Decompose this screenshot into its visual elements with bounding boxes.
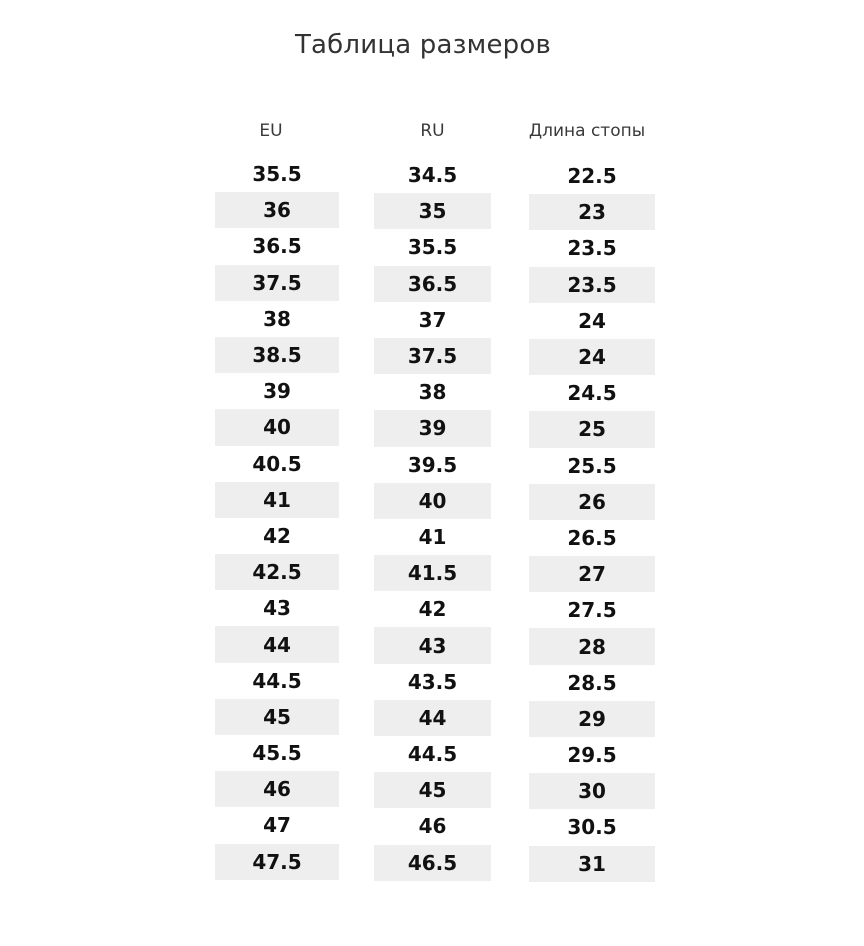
table-cell: 26.5 [567,525,617,550]
foot-length-column-header: Длина стопы [528,121,646,141]
table-cell: 44 [215,626,339,662]
table-cell: 44.5 [407,742,458,767]
table-cell: 29 [529,701,655,737]
table-cell: 41 [418,524,447,549]
ru-column-header: RU [420,121,445,141]
table-cell: 24 [529,339,655,375]
table-cell: 40.5 [252,451,302,476]
table-cell: 35 [374,193,491,229]
table-cell: 23.5 [529,267,655,303]
table-cell: 36 [215,192,339,228]
table-cell: 45 [215,699,339,735]
table-cell: 40 [374,483,491,519]
table-cell: 38 [263,306,291,331]
table-cell: 38 [418,380,447,405]
table-cell: 41.5 [374,555,491,591]
table-cell: 38.5 [215,337,339,373]
table-cell: 42 [263,523,291,548]
table-cell: 40 [215,409,339,445]
page-title: Таблица размеров [294,30,552,60]
eu-cells [215,156,339,880]
table-cell: 42.5 [215,554,339,590]
table-cell: 27 [529,556,655,592]
table-cell: 26 [529,484,655,520]
table-cell: 36.5 [252,234,302,259]
table-cell: 41 [215,482,339,518]
table-cell: 44 [374,700,491,736]
table-cell: 42 [418,597,447,622]
table-cell: 37.5 [374,338,491,374]
table-cell: 22.5 [567,164,617,189]
table-cell: 46 [418,814,447,839]
table-cell: 39 [374,410,491,446]
table-cell: 28 [529,628,655,664]
table-cell: 39 [263,379,291,404]
table-cell: 31 [529,846,655,882]
ru-cells [374,157,491,881]
table-cell: 43 [263,596,291,621]
table-cell: 39.5 [407,452,458,477]
table-cell: 30 [529,773,655,809]
table-cell: 36.5 [374,266,491,302]
table-cell: 46 [215,771,339,807]
table-cell: 23 [529,194,655,230]
table-cell: 47 [263,813,291,838]
foot-length-cells [529,158,655,882]
table-cell: 34.5 [407,163,458,188]
table-cell: 35.5 [407,235,458,260]
table-cell: 24 [578,308,606,333]
table-cell: 37.5 [215,265,339,301]
table-cell: 43 [374,627,491,663]
table-cell: 24.5 [567,381,617,406]
table-cell: 45.5 [252,741,302,766]
table-cell: 37 [418,307,447,332]
table-cell: 30.5 [567,815,617,840]
table-cell: 25.5 [567,453,617,478]
table-cell: 27.5 [567,598,617,623]
table-cell: 45 [374,772,491,808]
table-cell: 25 [529,411,655,447]
table-cell: 29.5 [567,743,617,768]
table-cell: 35.5 [252,162,302,187]
eu-column-header: EU [259,121,283,141]
table-cell: 23.5 [567,236,617,261]
table-cell: 43.5 [407,669,458,694]
table-cell: 44.5 [252,668,302,693]
table-cell: 28.5 [567,670,617,695]
table-cell: 47.5 [215,844,339,880]
table-cell: 46.5 [374,845,491,881]
